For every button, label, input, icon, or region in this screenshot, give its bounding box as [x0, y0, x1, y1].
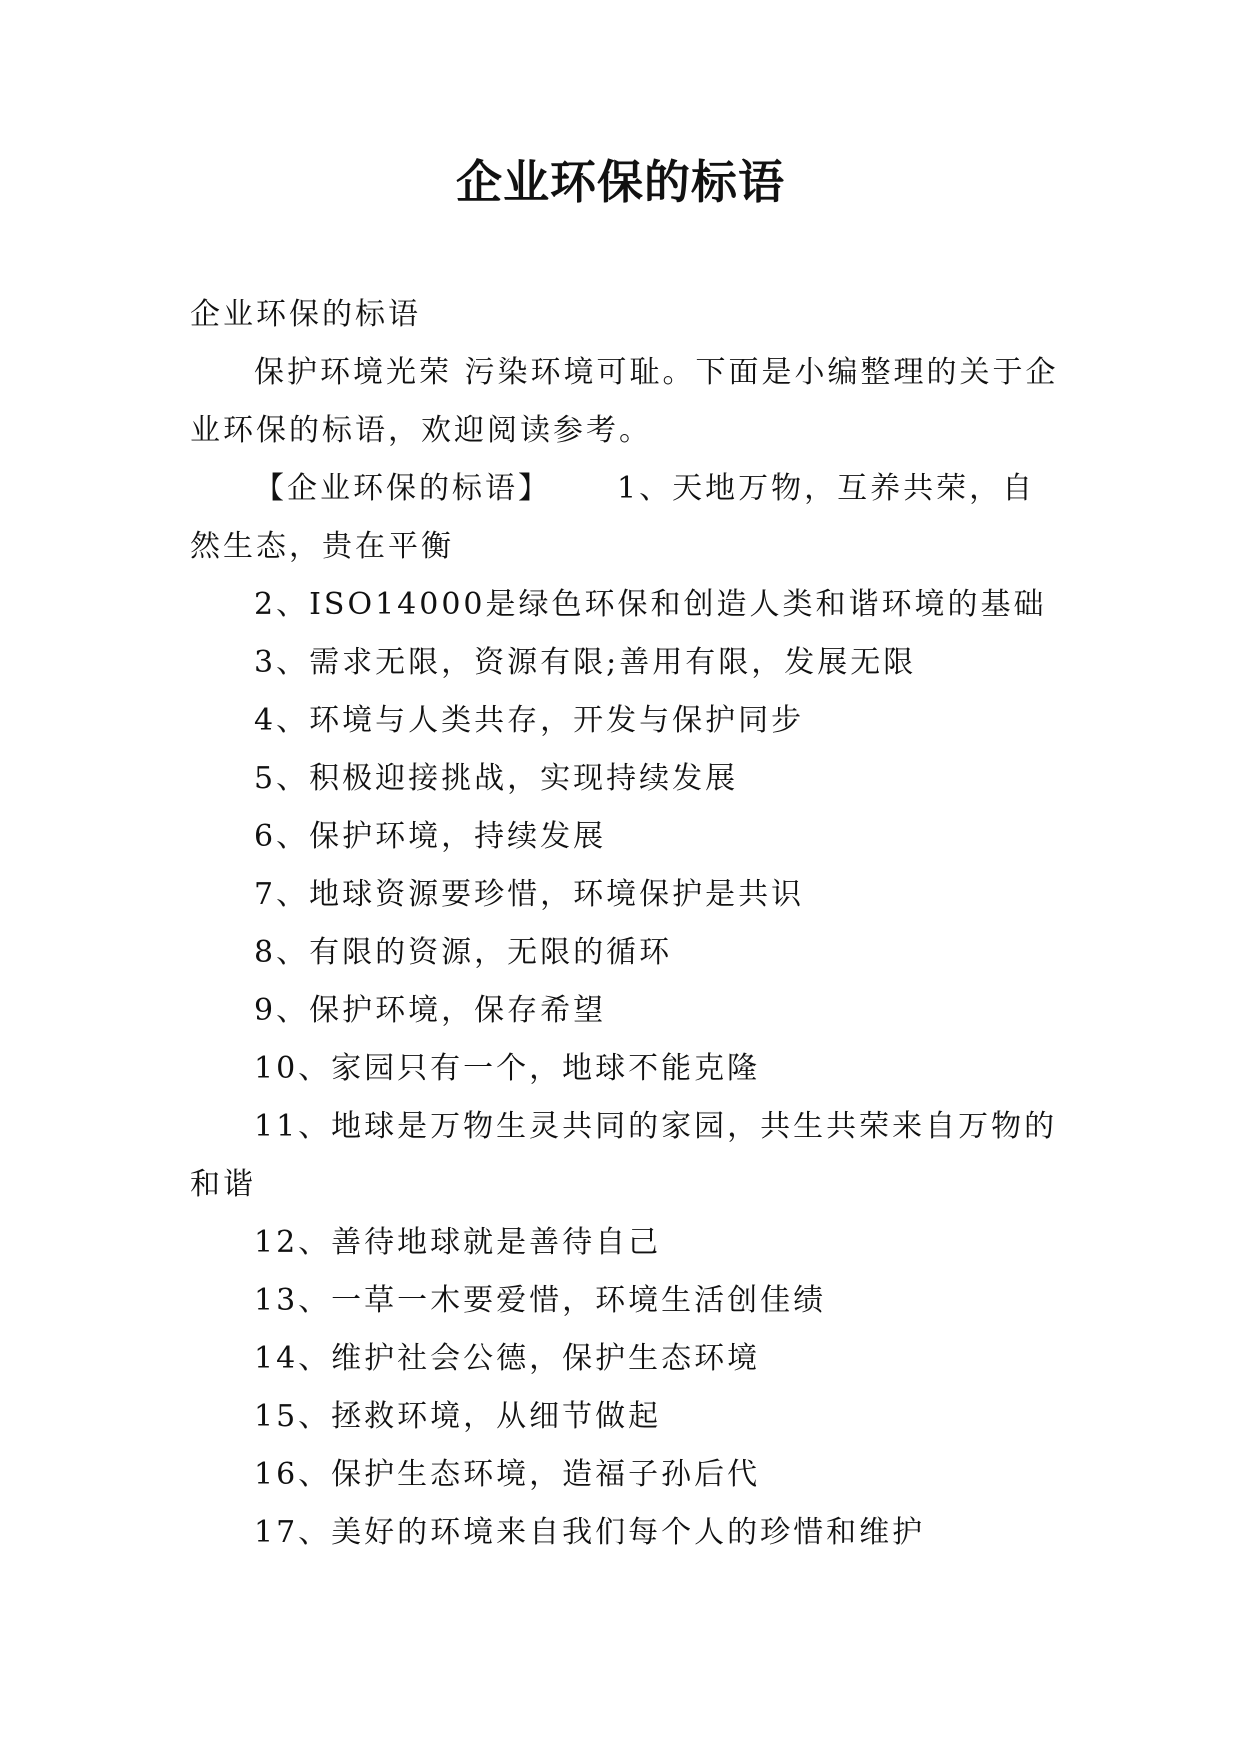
slogan-item: 4、环境与人类共存，开发与保护同步	[254, 703, 805, 738]
subtitle-line: 企业环保的标语	[190, 297, 421, 332]
intro-paragraph: 保护环境光荣 污染环境可耻。下面是小编整理的关于企业环保的标语，欢迎阅读参考。	[190, 355, 1059, 448]
document-title: 企业环保的标语	[456, 155, 785, 209]
slogan-item: 6、保护环境，持续发展	[254, 819, 607, 854]
slogan-item: 1、天地万物，互养共荣，自然生态，贵在平衡	[190, 471, 1036, 564]
slogan-item: 9、保护环境，保存希望	[254, 993, 607, 1028]
slogan-item: 15、拯救环境，从细节做起	[254, 1399, 662, 1434]
slogan-item: 10、家园只有一个，地球不能克隆	[254, 1051, 761, 1086]
slogan-item: 11、地球是万物生灵共同的家园，共生共荣来自万物的和谐	[190, 1109, 1058, 1202]
slogan-item: 13、一草一木要爱惜，环境生活创佳绩	[254, 1283, 827, 1318]
section-heading: 【企业环保的标语】	[254, 471, 551, 506]
slogan-item: 5、积极迎接挑战，实现持续发展	[254, 761, 739, 796]
slogan-item-1-paragraph	[190, 460, 1060, 576]
slogan-item: 16、保护生态环境，造福子孙后代	[254, 1457, 761, 1492]
slogan-item: 2、ISO14000是绿色环保和创造人类和谐环境的基础	[254, 587, 1047, 622]
slogan-item: 12、善待地球就是善待自己	[254, 1225, 662, 1260]
slogan-item: 7、地球资源要珍惜，环境保护是共识	[254, 877, 805, 912]
slogan-item: 17、美好的环境来自我们每个人的珍惜和维护	[254, 1515, 926, 1550]
document-body	[190, 286, 1060, 1562]
slogan-item: 14、维护社会公德，保护生态环境	[254, 1341, 761, 1376]
slogan-item: 3、需求无限，资源有限;善用有限，发展无限	[254, 645, 917, 680]
slogan-item: 8、有限的资源，无限的循环	[254, 935, 673, 970]
